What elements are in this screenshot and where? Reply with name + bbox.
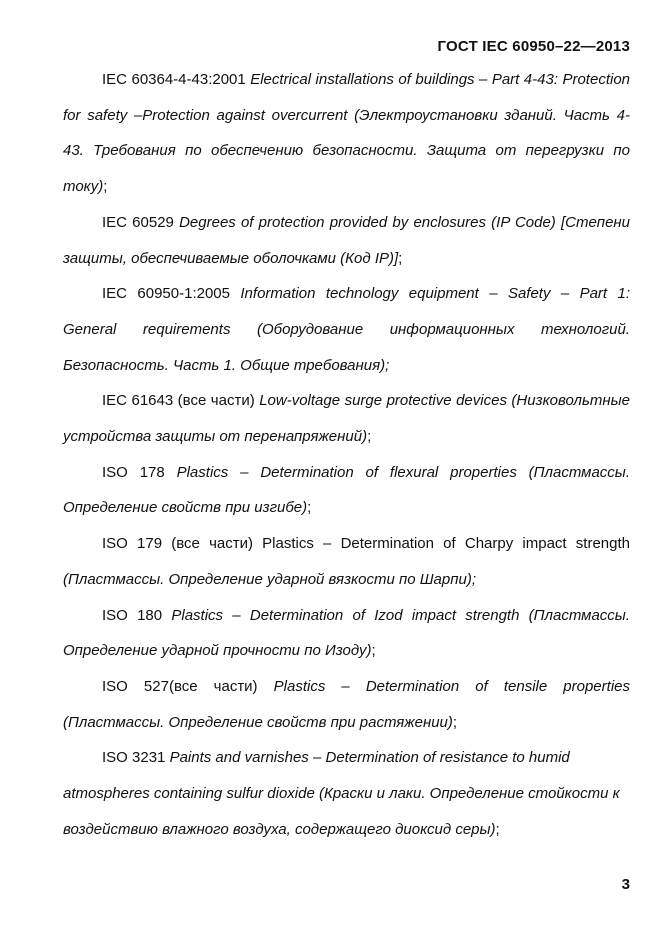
reference-end: ; [452,713,458,731]
reference-end: ; [495,820,500,838]
reference-title: Paints and varnishes – Determination of resistance to humid atmospheres containing sulfur dioxide (Краски и лаки. Определение стойкости к воздействию влажного воздуха, содержащего диоксид серы) [63,749,620,838]
reference-code: IEC 60529 [102,213,174,231]
page-number: 3 [621,876,630,893]
reference-code: ISO 180 [102,606,163,624]
normative-references-list [63,62,630,847]
reference-title: Plastics – Determination of flexural properties (Пластмассы. Определение свойств при изгибе) [63,463,630,517]
reference-code: IEC 60364-4-43:2001 [102,71,246,88]
reference-end: ; [371,642,376,660]
reference-end: ; [398,249,403,267]
reference-title: (Пластмассы. Определение ударной вязкости по Шарпи); [63,570,476,588]
reference-code: IEC 61643 (все части) [102,392,255,410]
reference-entry [63,455,630,526]
reference-title: Plastics – Determination of Izod impact strength (Пластмассы. Определение ударной прочности по Изоду) [63,606,630,660]
reference-entry [63,62,630,205]
reference-title: Information technology equipment – Safety – Part 1: General requirements (Оборудование информационных технологий. Безопасность. Часть 1. Общие требования); [63,285,630,374]
reference-code: ISO 178 [102,463,165,481]
reference-title: Plastics – Determination of tensile properties (Пластмассы. Определение свойств при растяжении) [63,677,630,731]
reference-entry [63,205,630,276]
reference-code: ISO 527(все части) [102,677,258,695]
reference-entry [63,526,630,597]
reference-code: IEC 60950-1:2005 [102,285,230,303]
reference-entry [63,669,630,740]
reference-entry [63,383,630,454]
reference-code: ISO 179 (все части) Plastics – Determination of Charpy impact strength [102,535,630,553]
reference-code: ISO 3231 [102,749,166,767]
reference-entry [63,276,630,383]
reference-end: ; [367,428,372,446]
reference-title: Electrical installations of buildings – Part 4-43: Protection for safety –Protection against overcurrent (Электроустановки зданий. Часть 4-43. Требования по обеспечению безопасности. Защита от перегрузки по току) [63,71,631,196]
reference-entry [63,740,630,847]
reference-entry [63,598,630,669]
document-header: ГОСТ IEC 60950–22—2013 [437,38,630,55]
reference-title: Degrees of protection provided by enclosures (IP Code) [Степени защиты, обеспечиваемые оболочками (Код IP)] [63,213,631,267]
reference-title: Low-voltage surge protective devices (Низковольтные устройства защиты от перенапряжений) [63,392,630,446]
reference-end: ; [307,499,312,517]
reference-end: ; [103,178,108,196]
